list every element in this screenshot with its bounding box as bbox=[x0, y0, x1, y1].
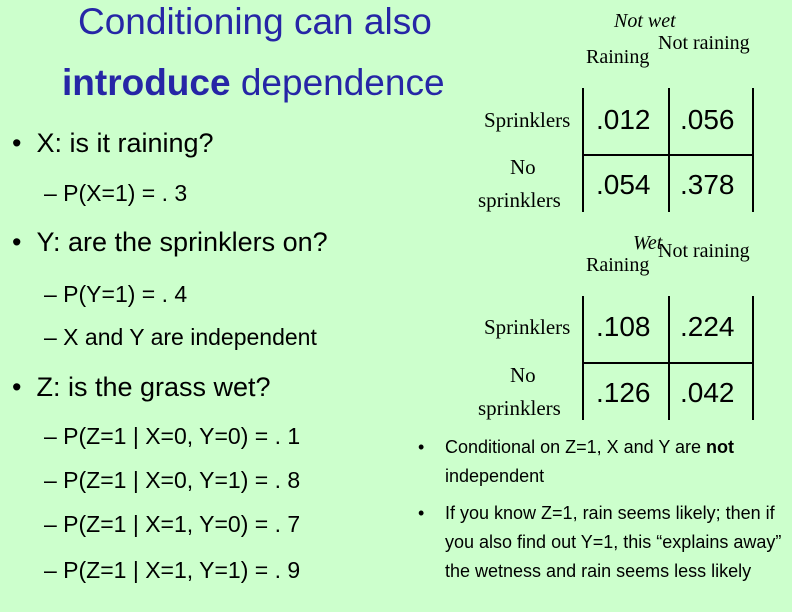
table-wet-col-not-raining: Not raining bbox=[658, 240, 750, 262]
note-1-pre: Conditional on Z=1, X and Y are bbox=[445, 437, 707, 457]
subbullet-py: – P(Y=1) = . 4 bbox=[44, 281, 188, 307]
bullet-y-text: Y: are the sprinklers on? bbox=[36, 227, 328, 257]
table-wet-heading: Wet bbox=[633, 232, 663, 254]
title-emphasis: introduce bbox=[62, 62, 231, 103]
table-not-wet-hline bbox=[582, 154, 754, 156]
slide-title-line1: Conditioning can also bbox=[78, 1, 432, 42]
cell-wet-nospr-norain: .042 bbox=[680, 377, 735, 408]
cell-wet-spr-rain: .108 bbox=[596, 311, 651, 342]
cell-wet-nospr-rain: .126 bbox=[596, 377, 651, 408]
table-not-wet-vline-left bbox=[582, 88, 584, 212]
title-rest: dependence bbox=[230, 62, 445, 103]
table-wet-vline-left bbox=[582, 296, 584, 420]
subbullet-pz-00: – P(Z=1 | X=0, Y=0) = . 1 bbox=[44, 423, 301, 449]
slide-title-line2 bbox=[62, 63, 445, 103]
bullet-marker: • bbox=[12, 372, 22, 402]
table-wet-vline-right bbox=[752, 296, 754, 420]
cell-notwet-spr-rain: .012 bbox=[596, 104, 651, 135]
note-2-pre: If you know Z=1, rain seems likely; then if you also find out Y=1, this “explains away” the wetness and rain seems less likely bbox=[445, 503, 782, 581]
table-not-wet-col-not-raining: Not raining bbox=[658, 32, 750, 54]
note-conditional bbox=[445, 433, 790, 491]
table-not-wet-vline-right bbox=[752, 88, 754, 212]
subbullet-pz-01: – P(Z=1 | X=0, Y=1) = . 8 bbox=[44, 467, 301, 493]
table-wet-row-no: No bbox=[510, 363, 536, 387]
table-not-wet-row-sprinklers: Sprinklers bbox=[484, 108, 571, 132]
note-1-post: independent bbox=[445, 466, 545, 486]
table-wet-hline bbox=[582, 362, 754, 364]
subbullet-pz-10: – P(Z=1 | X=1, Y=0) = . 7 bbox=[44, 511, 301, 537]
note-2-marker: • bbox=[418, 503, 425, 523]
table-wet-row-sprinklers-2: sprinklers bbox=[478, 396, 561, 420]
subbullet-pz-11: – P(Z=1 | X=1, Y=1) = . 9 bbox=[44, 557, 301, 583]
note-1-marker: • bbox=[418, 437, 425, 457]
table-not-wet-col-raining: Raining bbox=[586, 46, 650, 68]
cell-notwet-nospr-norain: .378 bbox=[680, 169, 735, 200]
table-wet-col-raining: Raining bbox=[586, 254, 650, 276]
bullet-z-text: Z: is the grass wet? bbox=[36, 372, 271, 402]
bullet-y bbox=[12, 227, 328, 258]
bullet-x-text: X: is it raining? bbox=[36, 128, 214, 158]
table-not-wet-row-sprinklers-2: sprinklers bbox=[478, 188, 561, 212]
table-not-wet-row-no: No bbox=[510, 155, 536, 179]
bullet-z bbox=[12, 372, 271, 403]
note-1-bold: not bbox=[706, 437, 735, 457]
subbullet-independent: – X and Y are independent bbox=[44, 324, 317, 350]
bullet-marker: • bbox=[12, 227, 22, 257]
bullet-x bbox=[12, 128, 214, 159]
cell-wet-spr-norain: .224 bbox=[680, 311, 735, 342]
subbullet-px: – P(X=1) = . 3 bbox=[44, 180, 188, 206]
cell-notwet-nospr-rain: .054 bbox=[596, 169, 651, 200]
table-wet-row-sprinklers: Sprinklers bbox=[484, 315, 571, 339]
table-not-wet-heading: Not wet bbox=[614, 10, 676, 32]
table-not-wet-vline-mid bbox=[668, 88, 670, 212]
table-wet-vline-mid bbox=[668, 296, 670, 420]
note-explains-away bbox=[445, 499, 790, 586]
bullet-marker: • bbox=[12, 128, 22, 158]
cell-notwet-spr-norain: .056 bbox=[680, 104, 735, 135]
